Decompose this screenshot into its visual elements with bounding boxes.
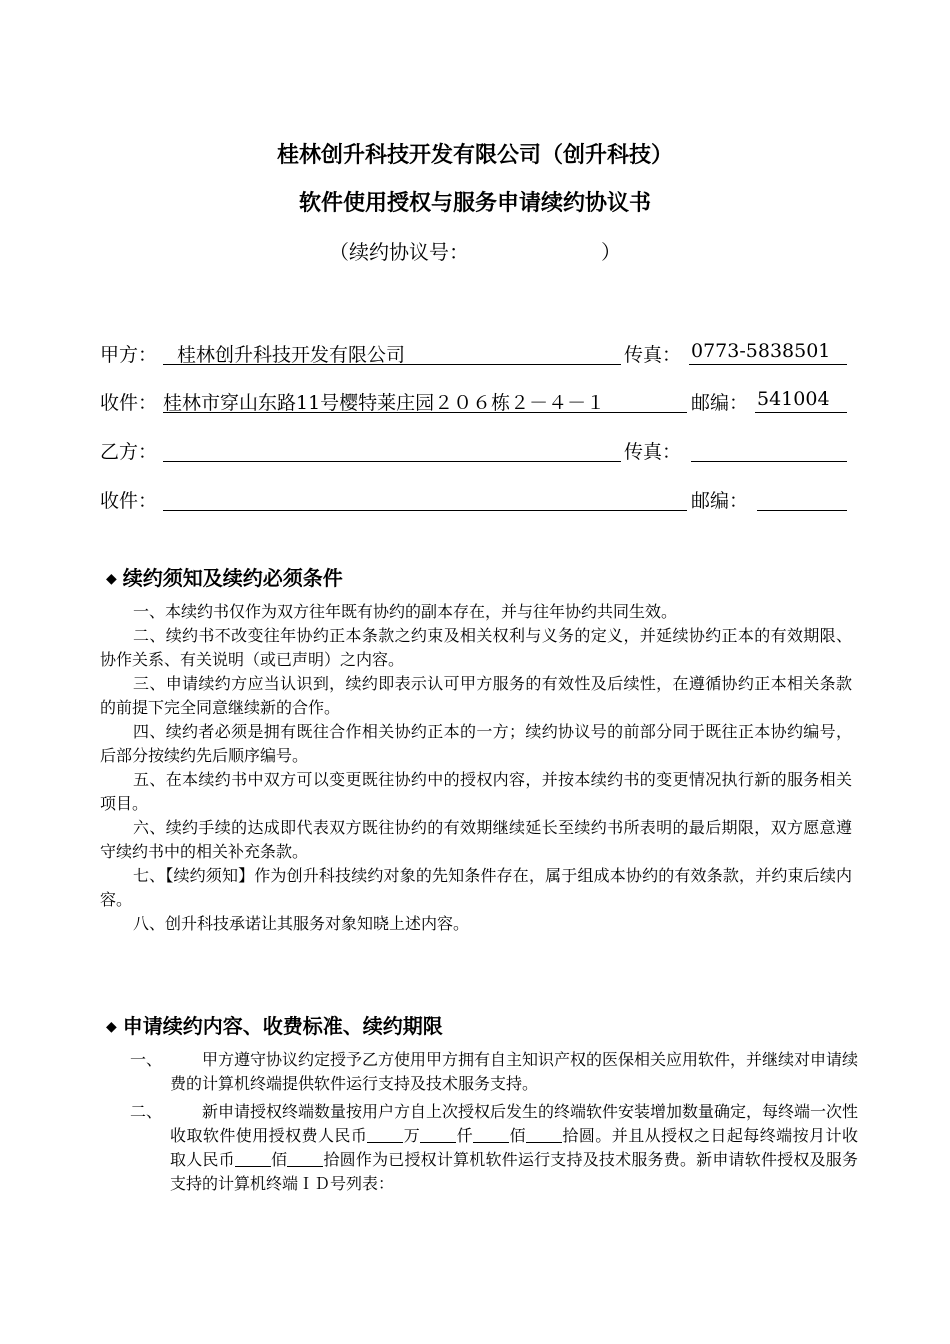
section2-heading-text: 申请续约内容、收费标准、续约期限 [122, 1014, 443, 1038]
item-text: 甲方遵守协议约定授予乙方使用甲方拥有自主知识产权的医保相关应用软件，并继续对申请续费的计算机终端提供软件运行支持及技术服务支持。 [170, 1050, 859, 1093]
party-b-name-field[interactable] [163, 437, 621, 462]
notice-paragraph: 七、【续约须知】作为创升科技续约对象的先知条件存在，属于组成本协约的有效条款，并约束后续内容。 [100, 866, 852, 909]
unit-qian: 仟 [456, 1126, 474, 1145]
item-number: 二、 [130, 1102, 163, 1121]
unit-shi-yuan: 拾圆。并且从授权之日起每终端按月计收取人民币 [170, 1126, 858, 1169]
diamond-bullet-icon: ◆ [106, 1019, 117, 1035]
agreement-number-line [0, 236, 950, 265]
party-b-row [100, 437, 860, 467]
notice-paragraph: 五、在本续约书中双方可以变更既往协约中的授权内容，并按本续约书的变更情况执行新的服务相关项目。 [100, 770, 852, 813]
monthly-bai-blank[interactable] [235, 1150, 271, 1167]
company-title: 桂林创升科技开发有限公司（创升科技） [276, 143, 673, 168]
party-a-address-label: 收件： [100, 392, 158, 414]
renewal-notice-paragraphs [100, 600, 852, 936]
fee-bai-blank[interactable] [473, 1126, 509, 1143]
notice-paragraph: 八、创升科技承诺让其服务对象知晓上述内容。 [133, 914, 470, 933]
notice-paragraph: 六、续约手续的达成即代表双方既往协约的有效期继续延长至续约书所表明的最后期限，双方愿意遵守续约书中的相关补充条款。 [100, 818, 852, 861]
party-a-postcode: 541004 [757, 388, 830, 410]
notice-paragraph: 四、续约者必须是拥有既往合作相关协约正本的一方；续约协议号的前部分同于既往正本协约编号，后部分按续约先后顺序编号。 [100, 722, 852, 765]
unit-bai: 佰 [509, 1126, 526, 1145]
notice-paragraph: 三、申请续约方应当认识到，续约即表示认可甲方服务的有效性及后续性，在遵循协约正本相关条款的前提下完全同意继续新的合作。 [100, 674, 852, 717]
party-a-address: 桂林市穿山东路11号樱特莱庄园２０６栋２－４－１ [163, 392, 606, 414]
party-b-fax-field[interactable] [691, 437, 847, 462]
party-a-fax-label: 传真： [624, 344, 682, 366]
party-b-postcode-label: 邮编： [691, 490, 749, 512]
party-b-address-field[interactable] [163, 486, 687, 511]
section-heading-renewal-content [106, 1010, 443, 1039]
party-a-address-row [100, 388, 860, 418]
party-a-fax: 0773-5838501 [691, 340, 831, 362]
diamond-bullet-icon: ◆ [106, 571, 117, 587]
agreement-number-label: （续约协议号： [329, 240, 469, 264]
party-a-postcode-label: 邮编： [691, 392, 749, 414]
monthly-shi-blank[interactable] [287, 1150, 323, 1167]
party-a-fax-field[interactable] [689, 340, 847, 365]
section-heading-renewal-notice [106, 562, 343, 591]
fee-qian-blank[interactable] [420, 1126, 456, 1143]
party-a-name: 桂林创升科技开发有限公司 [177, 344, 406, 366]
fee-shi-blank[interactable] [526, 1126, 562, 1143]
party-a-address-field[interactable] [163, 388, 687, 413]
party-b-address-row [100, 486, 860, 516]
item-text [170, 1100, 858, 1196]
party-a-name-field[interactable] [163, 340, 621, 365]
unit-wan: 万 [403, 1126, 421, 1145]
unit-bai-monthly: 佰 [270, 1150, 288, 1169]
agreement-number-close: ） [601, 240, 621, 264]
fee-wan-blank[interactable] [367, 1126, 403, 1143]
party-b-address-label: 收件： [100, 490, 158, 512]
party-b-fax-label: 传真： [624, 441, 682, 463]
item2-text-b: 拾圆作为已授权计算机软件运行支持及技术服务费。新申请软件授权及服务支持的计算机终端ＩＤ号列表： [170, 1150, 858, 1193]
item-number: 一、 [130, 1050, 163, 1069]
notice-paragraph: 一、本续约书仅作为双方往年既有协约的副本存在，并与往年协约共同生效。 [133, 602, 678, 621]
party-a-label: 甲方： [100, 344, 158, 366]
party-b-postcode-field[interactable] [757, 486, 847, 511]
party-a-postcode-field[interactable] [755, 388, 847, 413]
notice-paragraph: 二、续约书不改变往年协约正本条款之约束及相关权利与义务的定义，并延续协约正本的有效期限、协作关系、有关说明（或已声明）之内容。 [100, 626, 852, 669]
section1-heading-text: 续约须知及续约必须条件 [122, 566, 343, 590]
party-b-label: 乙方： [100, 441, 158, 463]
party-a-row [100, 340, 860, 370]
document-title: 软件使用授权与服务申请续约协议书 [298, 191, 651, 216]
item2-text-a: 新申请授权终端数量按用户方自上次授权后发生的终端软件安装增加数量确定，每终端一次性收取软件使用授权费人民币 [170, 1102, 859, 1145]
